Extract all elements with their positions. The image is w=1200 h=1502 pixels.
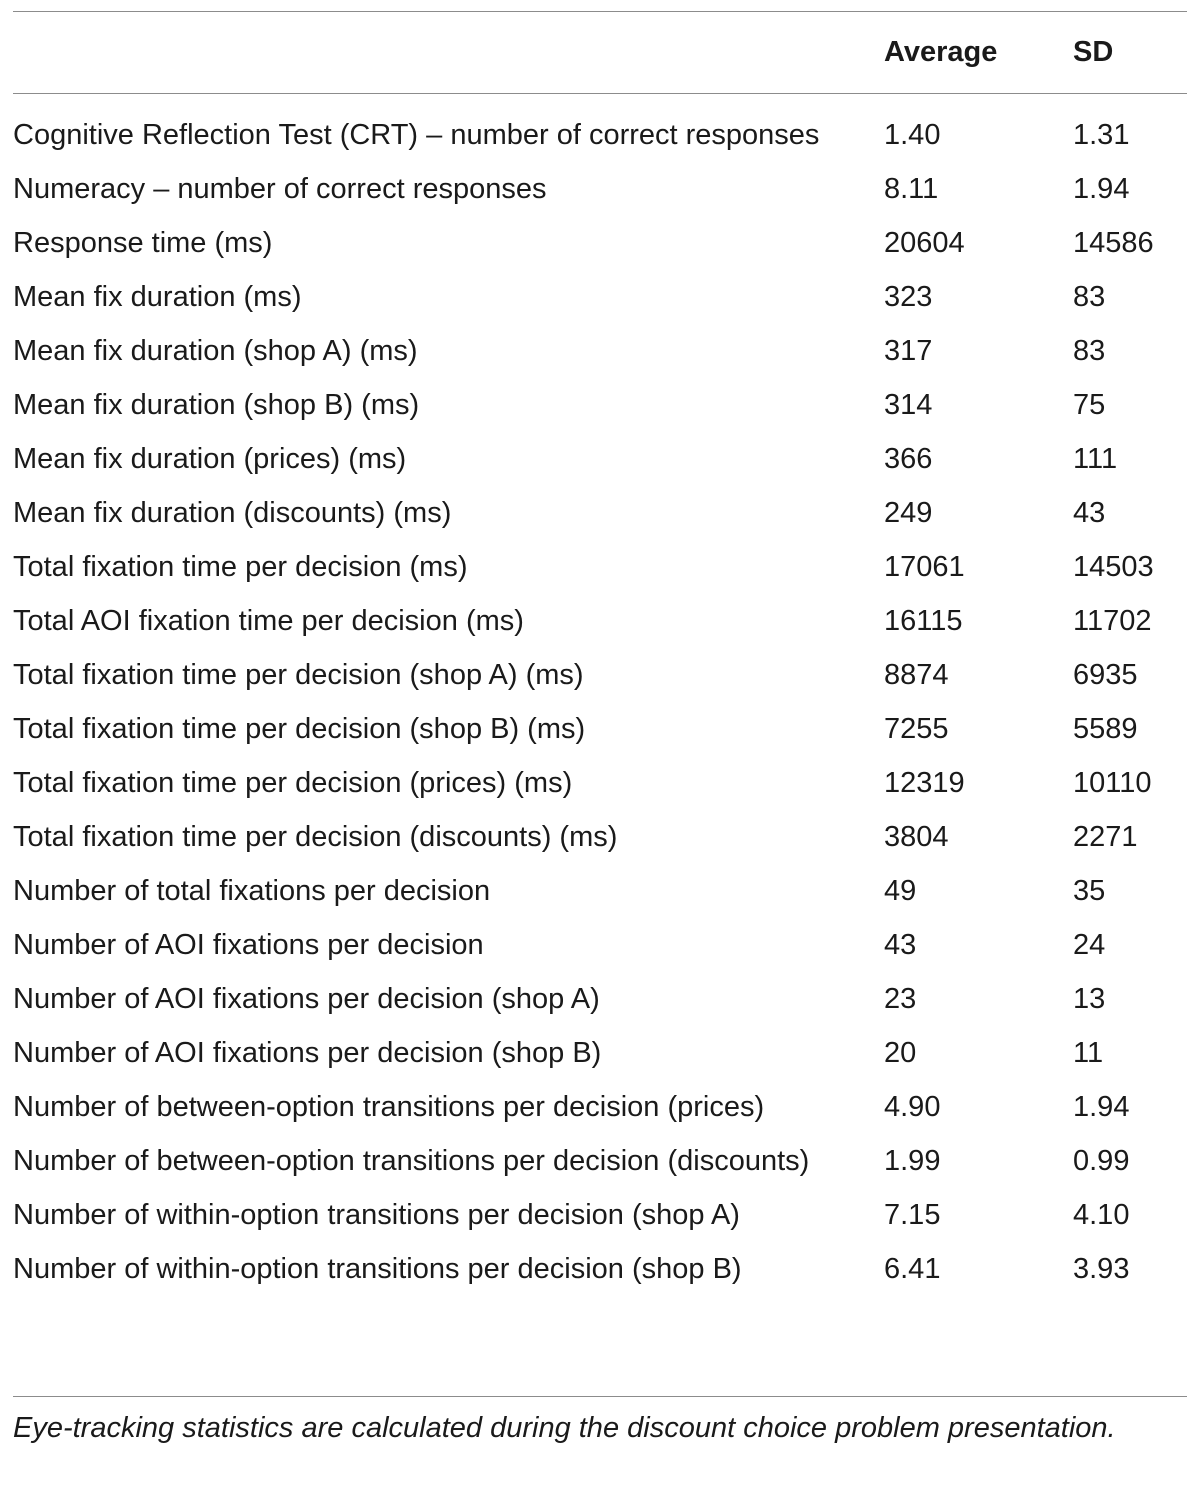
row-label: Total fixation time per decision (shop B) (ms) (13, 713, 586, 745)
row-average: 366 (884, 443, 933, 475)
row-average: 323 (884, 281, 933, 313)
row-average: 43 (884, 929, 917, 961)
row-label: Total fixation time per decision (shop A) (ms) (13, 659, 584, 691)
row-average: 1.99 (884, 1145, 941, 1177)
row-label: Number of AOI fixations per decision (shop A) (13, 983, 600, 1015)
row-average: 6.41 (884, 1253, 941, 1285)
row-sd: 0.99 (1073, 1145, 1130, 1177)
table-row (13, 545, 1187, 599)
table-row (13, 491, 1187, 545)
row-average: 23 (884, 983, 917, 1015)
row-sd: 11702 (1073, 605, 1152, 637)
row-sd: 14503 (1073, 551, 1154, 583)
row-average: 249 (884, 497, 933, 529)
statistics-table-body (13, 113, 1187, 1301)
row-average: 4.90 (884, 1091, 941, 1123)
row-label: Mean fix duration (discounts) (ms) (13, 497, 452, 529)
table-row (13, 1031, 1187, 1085)
table-row (13, 815, 1187, 869)
row-label: Mean fix duration (ms) (13, 281, 302, 313)
table-row (13, 167, 1187, 221)
row-label: Numeracy – number of correct responses (13, 173, 547, 205)
row-sd: 6935 (1073, 659, 1138, 691)
row-average: 3804 (884, 821, 949, 853)
table-row (13, 383, 1187, 437)
row-sd: 111 (1073, 443, 1118, 475)
row-average: 8874 (884, 659, 949, 691)
row-sd: 14586 (1073, 227, 1154, 259)
table-row (13, 761, 1187, 815)
row-average: 20 (884, 1037, 917, 1069)
row-average: 8.11 (884, 173, 939, 205)
table-row (13, 437, 1187, 491)
row-label: Total fixation time per decision (prices) (ms) (13, 767, 573, 799)
row-sd: 10110 (1073, 767, 1152, 799)
row-average: 49 (884, 875, 917, 907)
row-average: 7.15 (884, 1199, 941, 1231)
row-average: 314 (884, 389, 933, 421)
table-row (13, 275, 1187, 329)
row-label: Cognitive Reflection Test (CRT) – number of correct responses (13, 119, 820, 151)
row-sd: 3.93 (1073, 1253, 1130, 1285)
table-footnote: Eye-tracking statistics are calculated during the discount choice problem presentation. (13, 1412, 1116, 1444)
row-sd: 24 (1073, 929, 1106, 961)
row-label: Mean fix duration (prices) (ms) (13, 443, 407, 475)
table-row (13, 707, 1187, 761)
row-sd: 5589 (1073, 713, 1138, 745)
row-sd: 1.94 (1073, 173, 1130, 205)
table-row (13, 977, 1187, 1031)
bottom-rule (13, 1396, 1187, 1397)
row-average: 1.40 (884, 119, 941, 151)
statistics-table (13, 113, 1187, 1301)
row-sd: 2271 (1073, 821, 1138, 853)
table-row (13, 869, 1187, 923)
table-row (13, 113, 1187, 167)
row-average: 16115 (884, 605, 963, 637)
table-row (13, 1247, 1187, 1301)
row-sd: 83 (1073, 281, 1106, 313)
row-label: Number of within-option transitions per decision (shop A) (13, 1199, 740, 1231)
row-label: Number of AOI fixations per decision (13, 929, 484, 961)
row-sd: 43 (1073, 497, 1106, 529)
table-row (13, 329, 1187, 383)
row-label: Number of between-option transitions per decision (prices) (13, 1091, 765, 1123)
row-label: Mean fix duration (shop B) (ms) (13, 389, 420, 421)
row-label: Number of between-option transitions per decision (discounts) (13, 1145, 810, 1177)
row-label: Mean fix duration (shop A) (ms) (13, 335, 418, 367)
row-average: 317 (884, 335, 933, 367)
row-sd: 83 (1073, 335, 1106, 367)
row-average: 7255 (884, 713, 949, 745)
row-sd: 35 (1073, 875, 1106, 907)
row-sd: 1.94 (1073, 1091, 1130, 1123)
table-row (13, 221, 1187, 275)
row-sd: 11 (1073, 1037, 1104, 1069)
table-row (13, 1085, 1187, 1139)
table-row (13, 1139, 1187, 1193)
table-row (13, 653, 1187, 707)
row-label: Total fixation time per decision (discounts) (ms) (13, 821, 618, 853)
header-average: Average (884, 36, 998, 68)
row-label: Number of AOI fixations per decision (shop B) (13, 1037, 602, 1069)
row-sd: 13 (1073, 983, 1106, 1015)
row-label: Number of within-option transitions per decision (shop B) (13, 1253, 742, 1285)
row-sd: 75 (1073, 389, 1106, 421)
table-row (13, 923, 1187, 977)
table-row (13, 1193, 1187, 1247)
row-average: 12319 (884, 767, 965, 799)
header-sd: SD (1073, 36, 1114, 68)
row-label: Response time (ms) (13, 227, 273, 259)
row-average: 17061 (884, 551, 965, 583)
row-sd: 1.31 (1073, 119, 1130, 151)
header-rule (13, 93, 1187, 94)
row-label: Number of total fixations per decision (13, 875, 491, 907)
row-average: 20604 (884, 227, 965, 259)
top-rule (13, 11, 1187, 12)
row-label: Total fixation time per decision (ms) (13, 551, 468, 583)
row-sd: 4.10 (1073, 1199, 1130, 1231)
row-label: Total AOI fixation time per decision (ms) (13, 605, 524, 637)
table-row (13, 599, 1187, 653)
